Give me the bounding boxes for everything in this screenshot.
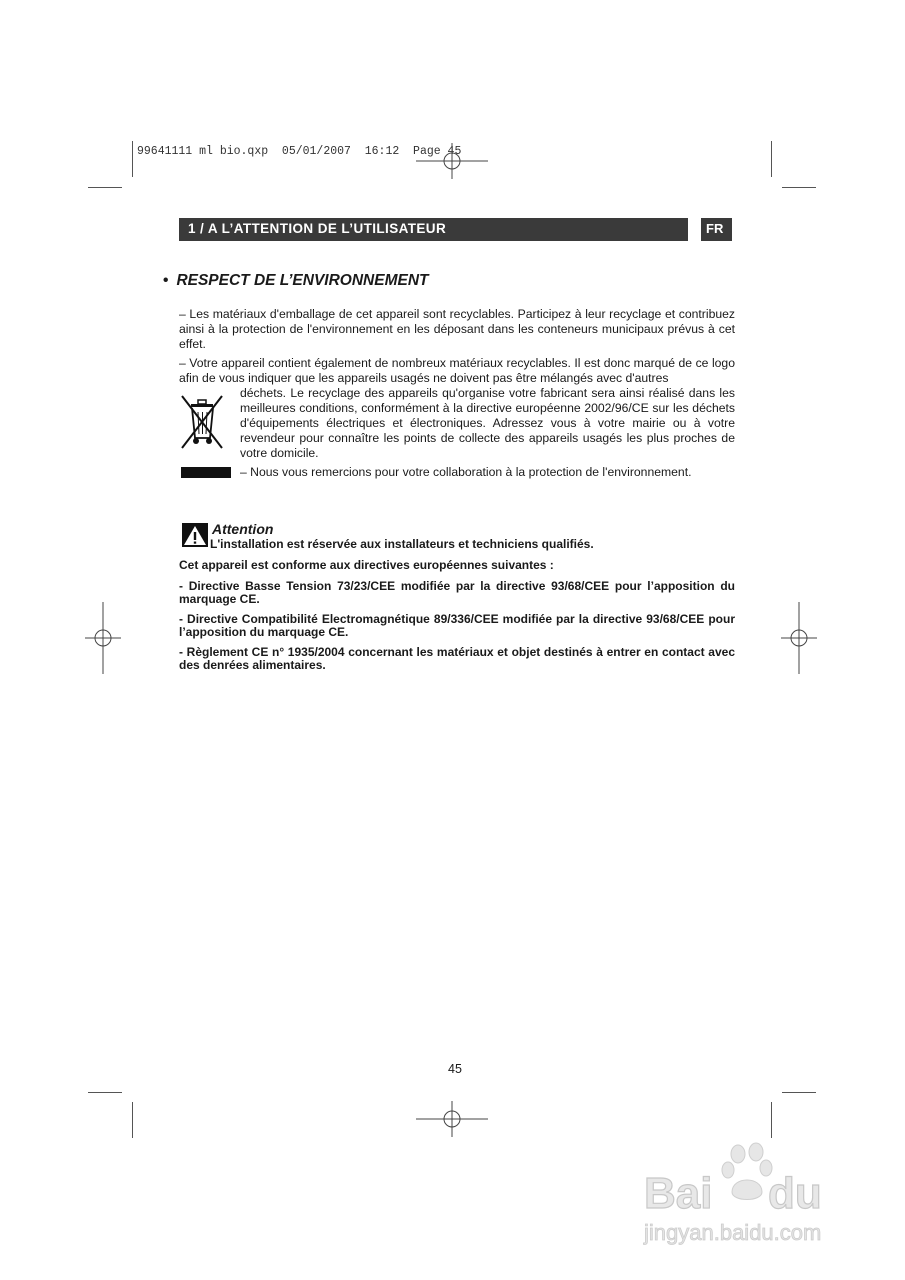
paragraph-thanks: – Nous vous remercions pour votre collaboration à la protection de l'environnement.: [240, 465, 692, 479]
print-slug: 99641111 ml bio.qxp 05/01/2007 16:12 Page 45: [137, 145, 462, 158]
chapter-header: [179, 218, 688, 241]
baidu-jingyan-watermark-logo: [640, 1140, 855, 1250]
directive-emc: - Directive Compatibilité Electromagnétique 89/336/CEE modifiée par la directive 93/68/CEE pour l’apposition du marquage CE.: [179, 612, 735, 639]
page-number: 45: [448, 1062, 462, 1076]
attention-title: Attention: [212, 521, 274, 537]
svg-text:jingyan.baidu.com: jingyan.baidu.com: [644, 1220, 822, 1245]
crop-mark: [771, 141, 772, 177]
directive-low-voltage: - Directive Basse Tension 73/23/CEE modifiée par la directive 93/68/CEE pour l’apposition du marquage CE.: [179, 579, 735, 606]
weee-crossed-bin-icon: [180, 394, 224, 450]
registration-mark-icon: [416, 125, 488, 197]
directives-intro: Cet appareil est conforme aux directives européennes suivantes :: [179, 558, 554, 572]
chapter-title: 1 / A L’ATTENTION DE L’UTILISATEUR: [188, 221, 447, 236]
section-title: [163, 272, 428, 290]
paragraph-recycling-intro: – Votre appareil contient également de nombreux matériaux recyclables. Il est donc marqué de ce logo afin de vous indiquer que les appareils usagés ne doivent pas être mélangés avec d'autres: [179, 356, 735, 385]
paragraph-recycling-details: déchets. Le recyclage des appareils qu'organise votre fabricant sera ainsi réalisé dans les meilleures conditions, conformément à la directive européenne 2002/96/CE sur les déchets d'équipements électriques et électroniques. Adressez vous à votre mairie ou à votre revendeur pour connaître les points de collecte des appareils usagés les plus proches de votre domicile.: [240, 386, 735, 460]
crop-mark: [782, 187, 816, 188]
section-title-text: RESPECT DE L’ENVIRONNEMENT: [176, 272, 429, 289]
bullet: •: [163, 272, 169, 289]
paragraph-packaging: – Les matériaux d'emballage de cet appareil sont recyclables. Participez à leur recyclage et contribuez ainsi à la protection de l'environnement en les déposant dans les conteneurs municipaux prévus à cet effet.: [179, 307, 735, 351]
language-badge: [701, 218, 732, 241]
svg-text:du: du: [768, 1169, 822, 1218]
crop-mark: [782, 1092, 816, 1093]
svg-text:Bai: Bai: [644, 1169, 713, 1218]
registration-mark-icon: [416, 1083, 488, 1155]
attention-installation-note: L'installation est réservée aux installateurs et techniciens qualifiés.: [210, 537, 594, 551]
registration-mark-icon: [67, 602, 139, 674]
crop-mark: [88, 187, 122, 188]
crop-mark: [132, 141, 133, 177]
separator-bar: [181, 467, 231, 478]
crop-mark: [88, 1092, 122, 1093]
regulation-food-contact: - Règlement CE n° 1935/2004 concernant les matériaux et objet destinés à entrer en contact avec des denrées alimentaires.: [179, 645, 735, 672]
warning-icon: [182, 523, 208, 547]
registration-mark-icon: [763, 602, 835, 674]
language-code: FR: [706, 221, 724, 236]
crop-mark: [771, 1102, 772, 1138]
crop-mark: [132, 1102, 133, 1138]
